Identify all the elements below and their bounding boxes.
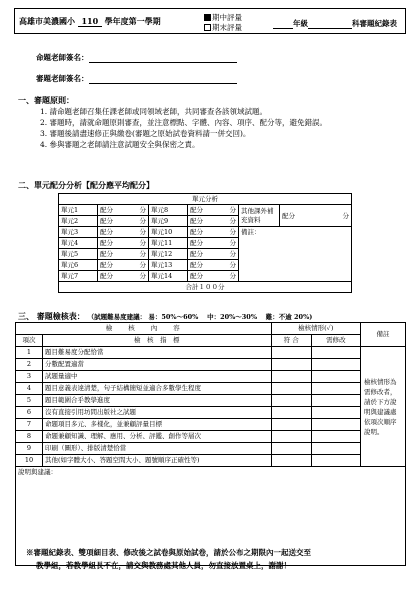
row-indicator: 試題量適中: [43, 371, 272, 383]
row-indicator: 題目範圍合乎教學進度: [43, 395, 272, 407]
row-number: 8: [16, 431, 43, 443]
checklist-table: [15, 322, 406, 566]
unit-score-cell[interactable]: 配分 分: [98, 249, 149, 260]
unit-row: [59, 227, 352, 238]
pass-check-cell[interactable]: [271, 395, 311, 407]
checklist-row: [16, 359, 406, 371]
checklist-row: [16, 383, 406, 395]
pass-check-cell[interactable]: [271, 455, 311, 467]
unit-label: 單元3: [59, 227, 98, 238]
revise-check-cell[interactable]: [311, 371, 360, 383]
remark-cell: 檢核情形為需修改者，請於下方說明與建議處依項次順序說明。: [361, 347, 406, 467]
checklist-row: [16, 347, 406, 359]
pass-check-cell[interactable]: [271, 419, 311, 431]
row-indicator: 其他(如字體大小、答題空間大小、題號順序正確性等): [43, 455, 272, 467]
pass-check-cell[interactable]: [271, 347, 311, 359]
unit-label: 單元12: [149, 249, 188, 260]
school-name: 高雄市美濃國小: [19, 16, 75, 26]
option-final[interactable]: 期末評量: [204, 23, 242, 33]
checklist-subheader-row: [16, 335, 406, 347]
revise-check-cell[interactable]: [311, 407, 360, 419]
col-pass: 符 合: [271, 335, 311, 347]
unit-row: [59, 205, 352, 216]
unit-score-cell[interactable]: 配分 分: [98, 205, 149, 216]
remark-header: 備註: [361, 323, 406, 347]
footer-line: ※審題紀錄表、雙項細目表、修改後之試卷與原始試卷，請於公布之期限內一起送交至: [26, 548, 311, 557]
review-rules: [40, 106, 396, 150]
unit-score-cell[interactable]: 配分 分: [98, 271, 149, 282]
pass-check-cell[interactable]: [271, 383, 311, 395]
checklist-group-header: 檢 核 內 容: [16, 323, 272, 335]
col-revise: 需修改: [311, 335, 360, 347]
checklist-row: [16, 395, 406, 407]
explanation-box[interactable]: 說明與建議：: [16, 467, 406, 566]
unit-table-header-row: [59, 194, 352, 205]
row-indicator: 印刷（圖形）、排版清楚恰當: [43, 443, 272, 455]
extra-score-cell[interactable]: 配分 分: [280, 205, 352, 227]
row-number: 5: [16, 395, 43, 407]
pass-check-cell[interactable]: [271, 371, 311, 383]
revise-check-cell[interactable]: [311, 443, 360, 455]
unit-score-cell[interactable]: 配分 分: [188, 227, 239, 238]
revise-check-cell[interactable]: [311, 395, 360, 407]
row-indicator: 命題兼顧知識、理解、應用、分析、評鑑、創作等層次: [43, 431, 272, 443]
unit-note-cell[interactable]: 備註：: [239, 227, 352, 282]
grade-blank[interactable]: [273, 28, 293, 29]
rule-item: 1. 請命題老師召集任課老師或同領域老師，共同審查各該領域試題。: [40, 107, 268, 116]
checklist-row: [16, 431, 406, 443]
unit-label: 單元1: [59, 205, 98, 216]
row-number: 4: [16, 383, 43, 395]
col-item-no: 項次: [16, 335, 43, 347]
row-indicator: 題目難易度分配恰當: [43, 347, 272, 359]
row-indicator: 分數配置適當: [43, 359, 272, 371]
revise-check-cell[interactable]: [311, 359, 360, 371]
unit-label: 單元8: [149, 205, 188, 216]
final-checkbox[interactable]: [204, 24, 211, 31]
pass-check-cell[interactable]: [271, 443, 311, 455]
col-indicator: 檢 核 指 標: [43, 335, 272, 347]
footer-note: [26, 546, 406, 572]
unit-total-row: [59, 282, 352, 293]
row-indicator: 沒有直接引用坊間出版社之試題: [43, 407, 272, 419]
unit-label: 單元7: [59, 271, 98, 282]
checklist-header-row: [16, 323, 406, 335]
unit-score-cell[interactable]: 配分 分: [98, 238, 149, 249]
subject-blank[interactable]: [308, 28, 352, 29]
row-number: 10: [16, 455, 43, 467]
footer-line: 教學組，若教學組長不在，請交與教務處其他人員，勿直接放置桌上，謝謝！: [36, 561, 291, 570]
rule-item: 3. 審題後請盡速修正與繳卷(審題之原始試卷資料請一併交回)。: [40, 129, 251, 138]
unit-table-header: 單元分析: [59, 194, 352, 205]
rule-item: 2. 審題時，請就命題原則審查，並注意標點、字體、內容、項序、配分等，避免錯誤。: [40, 118, 328, 127]
unit-score-table: [58, 193, 352, 293]
school-year: 110: [78, 16, 102, 27]
term-label: 學年度第一學期: [104, 16, 161, 26]
option-midterm[interactable]: 期中評量: [204, 13, 242, 23]
section3-title: 三、 審題檢核表： （試題難易度建議： 易：50%～60% 中：20%～30% 難：不逾 20%): [18, 311, 313, 321]
unit-score-cell[interactable]: 配分 分: [98, 216, 149, 227]
pass-check-cell[interactable]: [271, 431, 311, 443]
rule-item: 4. 參與審題之老師請注意試題安全與保密之責。: [40, 140, 200, 149]
revise-check-cell[interactable]: [311, 383, 360, 395]
unit-score-cell[interactable]: 配分 分: [98, 260, 149, 271]
row-indicator: 題目意義表達清楚，句子結構簡短並適合多數學生程度: [43, 383, 272, 395]
row-number: 7: [16, 419, 43, 431]
unit-score-cell[interactable]: 配分 分: [188, 238, 239, 249]
unit-label: 單元13: [149, 260, 188, 271]
revise-check-cell[interactable]: [311, 431, 360, 443]
section1-title: 一、審題原則：: [18, 95, 74, 105]
author-signature-line[interactable]: [89, 62, 237, 63]
revise-check-cell[interactable]: [311, 419, 360, 431]
row-number: 3: [16, 371, 43, 383]
section2-title: 二、單元配分分析【配分應平均配分】: [18, 180, 154, 190]
header-box: [14, 8, 406, 34]
extra-material-label: 其他課外補充資料: [239, 205, 280, 227]
unit-score-cell[interactable]: 配分 分: [188, 271, 239, 282]
unit-total: 合計１００分: [59, 282, 352, 293]
unit-score-cell[interactable]: 配分 分: [188, 205, 239, 216]
revise-check-cell[interactable]: [311, 347, 360, 359]
row-number: 1: [16, 347, 43, 359]
checklist-row: [16, 419, 406, 431]
pass-check-cell[interactable]: [271, 359, 311, 371]
unit-label: 單元4: [59, 238, 98, 249]
row-indicator: 命題項目多元、多樣化，並兼顧評量目標: [43, 419, 272, 431]
school-title: [19, 16, 161, 27]
row-number: 6: [16, 407, 43, 419]
unit-score-cell[interactable]: 配分 分: [188, 249, 239, 260]
status-header: 檢核情形(✓): [271, 323, 360, 335]
checklist-row: [16, 443, 406, 455]
unit-label: 單元10: [149, 227, 188, 238]
difficulty-hint: （試題難易度建議： 易：50%～60% 中：20%～30% 難：不逾 20%): [87, 313, 313, 321]
checklist-row: [16, 407, 406, 419]
reviewer-signature-line[interactable]: [89, 83, 237, 84]
unit-label: 單元5: [59, 249, 98, 260]
author-signature: 命題老師簽名：: [36, 52, 237, 63]
unit-score-cell[interactable]: 配分 分: [98, 227, 149, 238]
grade-subject: 年級 科審題紀錄表: [273, 18, 397, 29]
exam-type-options: [204, 13, 242, 33]
checklist-row: [16, 455, 406, 467]
unit-score-cell[interactable]: 配分 分: [188, 260, 239, 271]
unit-label: 單元6: [59, 260, 98, 271]
pass-check-cell[interactable]: [271, 407, 311, 419]
reviewer-signature: 審題老師簽名：: [36, 73, 237, 84]
unit-label: 單元14: [149, 271, 188, 282]
unit-label: 單元11: [149, 238, 188, 249]
midterm-checkbox[interactable]: [204, 14, 211, 21]
row-number: 9: [16, 443, 43, 455]
unit-label: 單元9: [149, 216, 188, 227]
checklist-row: [16, 371, 406, 383]
unit-score-cell[interactable]: 配分 分: [188, 216, 239, 227]
unit-label: 單元2: [59, 216, 98, 227]
revise-check-cell[interactable]: [311, 455, 360, 467]
row-number: 2: [16, 359, 43, 371]
